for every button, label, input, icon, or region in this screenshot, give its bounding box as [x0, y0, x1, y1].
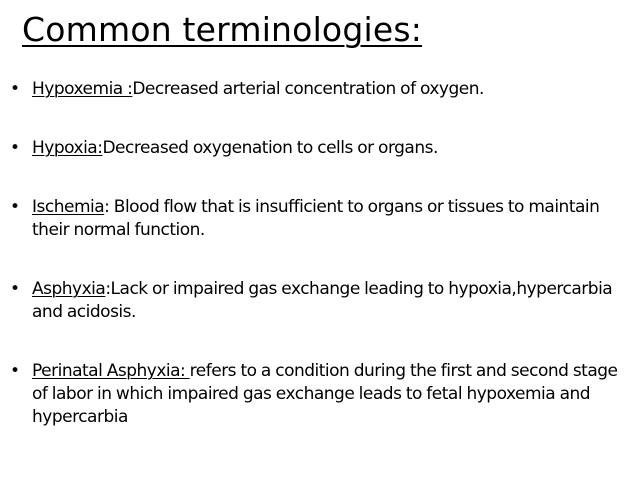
term-ischemia: Ischemia — [32, 197, 105, 217]
bullet-icon: • — [10, 197, 20, 217]
definition-ischemia: : Blood flow that is insufficient to organs or tissues to maintain their normal function. — [32, 197, 600, 240]
bullet-icon: • — [10, 279, 20, 299]
term-perinatal-asphyxia: Perinatal Asphyxia: — [32, 361, 190, 381]
definition-perinatal-asphyxia: refers to a condition during the first and second stage of labor in which impaired gas exchange leads to fetal hypoxemia and hypercarbia — [32, 361, 618, 427]
definition-asphyxia: :Lack or impaired gas exchange leading to hypoxia,hypercarbia and acidosis. — [32, 279, 613, 322]
list-item-ischemia — [10, 196, 634, 242]
bullet-icon: • — [10, 79, 20, 99]
list-item-perinatal-asphyxia — [10, 360, 634, 429]
list-item-asphyxia — [10, 278, 634, 324]
term-hypoxia: Hypoxia: — [32, 138, 103, 158]
term-hypoxemia: Hypoxemia : — [32, 79, 133, 99]
term-asphyxia: Asphyxia — [32, 279, 106, 299]
bullet-icon: • — [10, 361, 20, 381]
list-item-hypoxemia — [10, 78, 634, 101]
slide-title: Common terminologies: — [22, 10, 423, 49]
terminology-list — [10, 78, 634, 429]
list-item-hypoxia — [10, 137, 634, 160]
definition-hypoxia: Decreased oxygenation to cells or organs. — [102, 138, 438, 158]
bullet-icon: • — [10, 138, 20, 158]
definition-hypoxemia: Decreased arterial concentration of oxygen. — [132, 79, 484, 99]
